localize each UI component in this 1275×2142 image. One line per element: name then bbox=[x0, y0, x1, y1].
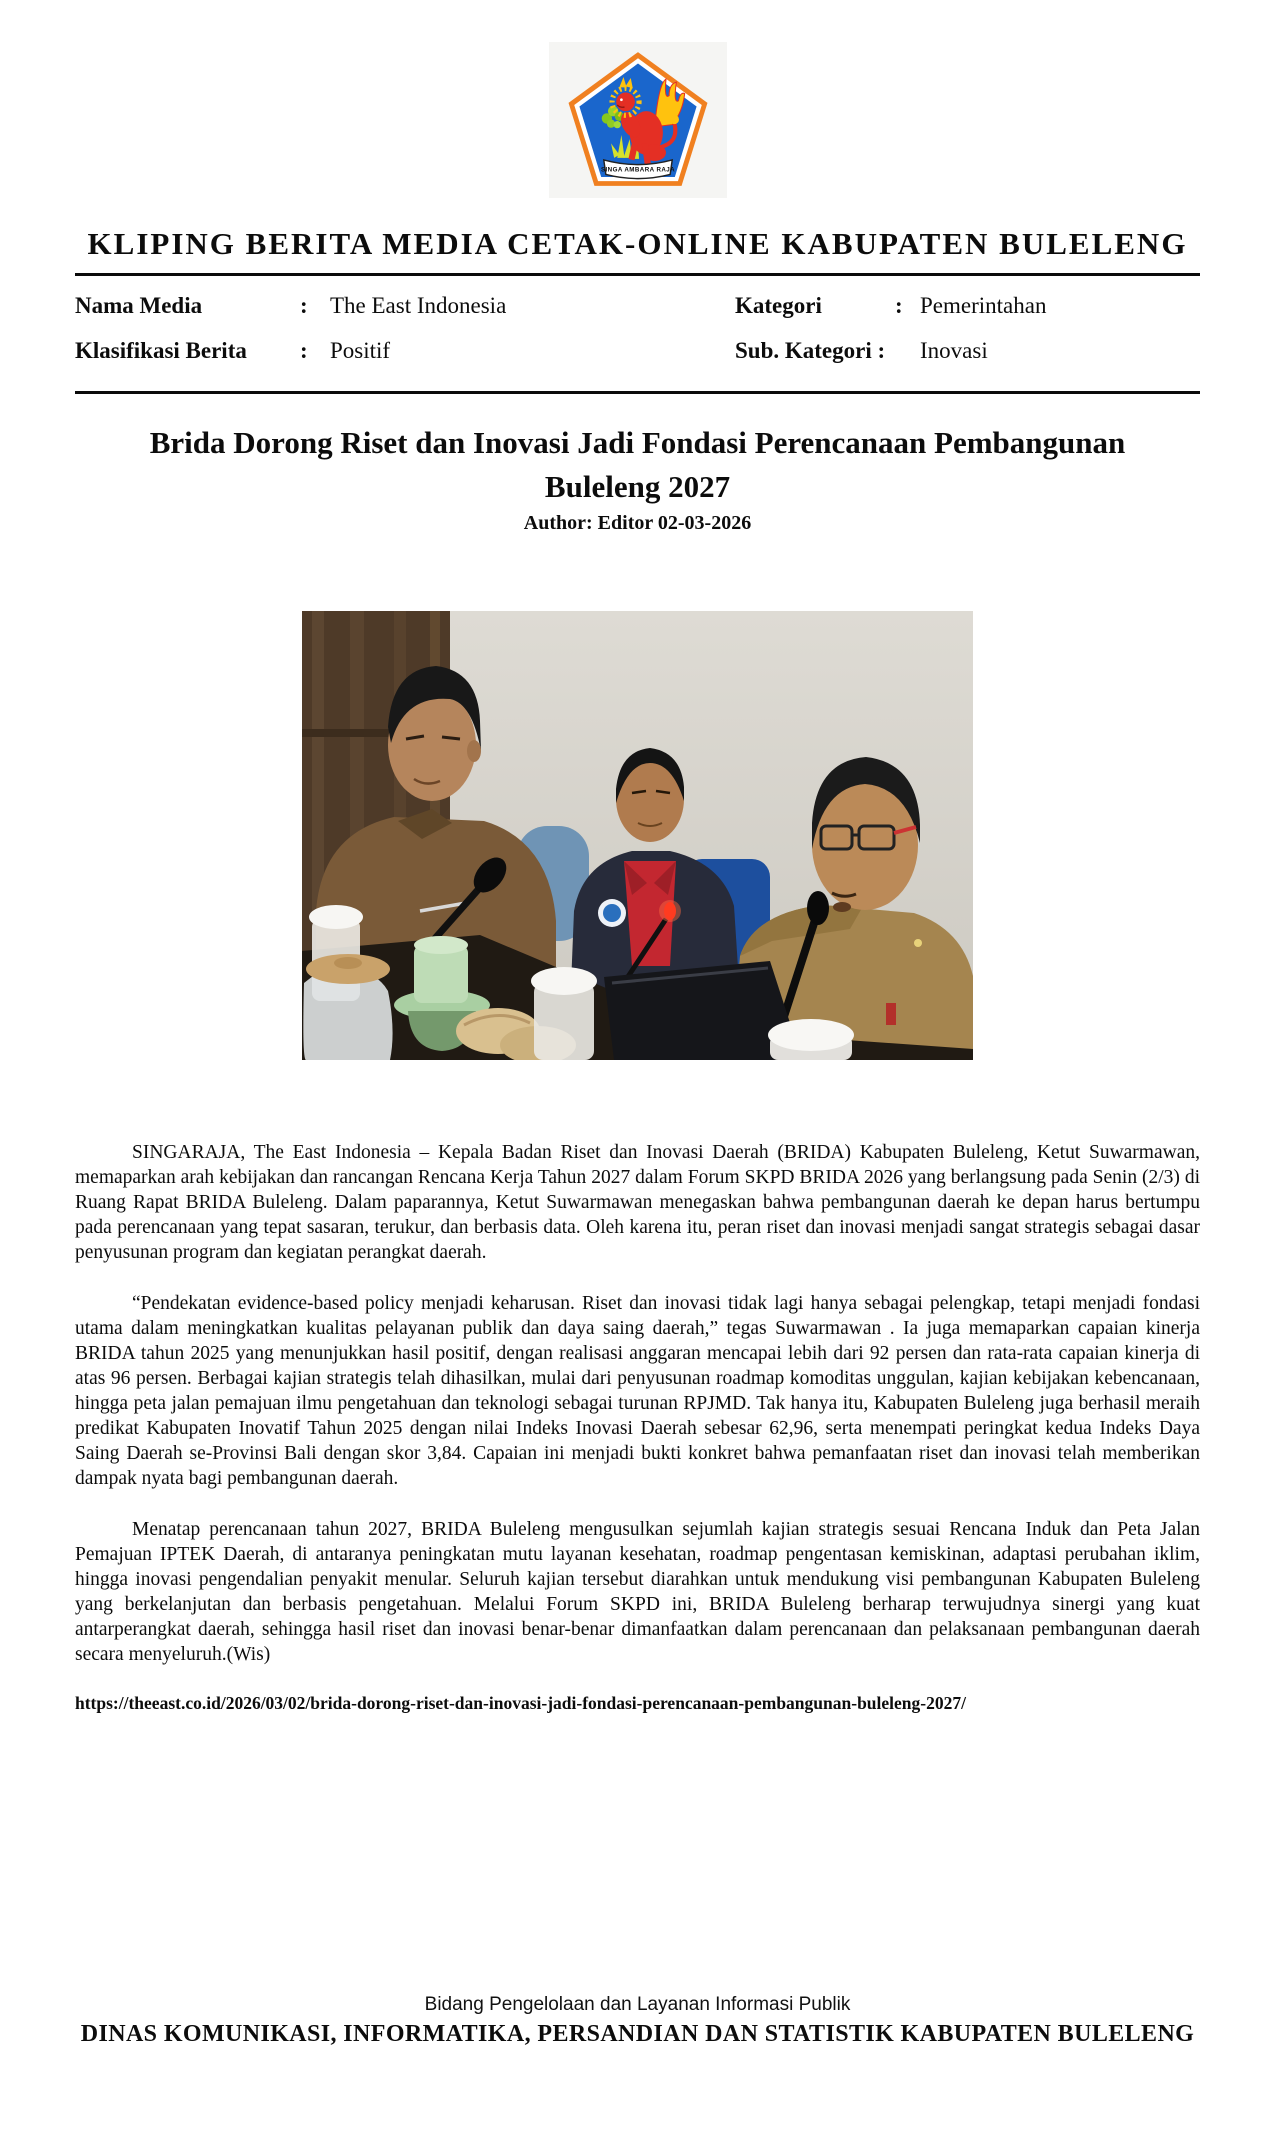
kliping-page bbox=[0, 42, 1275, 2142]
paragraph-1: SINGARAJA, The East Indonesia – Kepala Badan Riset dan Inovasi Daerah (BRIDA) Kabupaten Buleleng, Ketut Suwarmawan, memaparkan arah kebijakan dan rancangan Rencana Kerja Tahun 2027 dalam Forum SKPD BRIDA 2026 yang berlangsung pada Senin (2/3) di Ruang Rapat BRIDA Buleleng. Dalam paparannya, Ketut Suwarmawan menegaskan bahwa pembangunan daerah ke depan harus bertumpu pada perencanaan yang tepat sasaran, terukur, dan berbasis data. Oleh karena itu, peran riset dan inovasi menjadi sangat strategis sebagai dasar penyusunan program dan kegiatan perangkat daerah. bbox=[75, 1142, 1200, 1264]
colon: : bbox=[895, 293, 903, 318]
sub-kategori-label: Sub. Kategori : bbox=[735, 338, 886, 363]
page-footer bbox=[0, 1994, 1275, 2048]
crest-banner-text: SINGA AMBARA RAJA bbox=[600, 166, 675, 174]
article-body bbox=[75, 1140, 1200, 1667]
nama-media-value: The East Indonesia bbox=[330, 293, 507, 318]
article-author: Author: Editor 02-03-2026 bbox=[523, 512, 752, 535]
photo-glass-lidded-2 bbox=[531, 967, 597, 1060]
photo-water-jar bbox=[303, 954, 392, 1060]
meta-row-1 bbox=[75, 289, 1200, 334]
article-title: Brida Dorong Riset dan Inovasi Jadi Fondasi Perencanaan Pembangunan Buleleng 2027 bbox=[149, 425, 1126, 505]
article-photo bbox=[302, 611, 973, 1060]
colon: : bbox=[300, 338, 308, 363]
klasifikasi-value: Positif bbox=[330, 338, 391, 363]
paragraph-2: “Pendekatan evidence-based policy menjadi keharusan. Riset dan inovasi tidak lagi hanya sebagai pelengkap, tetapi menjadi fondasi utama dalam meningkatkan kualitas pelayanan publik dan daya saing daerah,” tegas Suwarmawan . Ia juga memaparkan capaian kinerja BRIDA tahun 2025 yang menunjukkan hasil positif, dengan realisasi anggaran mencapai lebih dari 92 persen dan rata-rata capaian kinerja di atas 96 persen. Berbagai kajian strategis telah dihasilkan, mulai dari penyusunan roadmap komoditas unggulan, kajian kebijakan kebencanaan, hingga peta jalan pemajuan ilmu pengetahuan dan teknologi sebagai turunan RPJMD. Tak hanya itu, Kabupaten Buleleng juga berhasil meraih predikat Kabupaten Inovatif Tahun 2025 dengan nilai Indeks Inovasi Daerah sebesar 62,96, serta menempati peringkat kedua Indeks Daya Saing Daerah se-Provinsi Bali dengan skor 3,84. Capaian ini menjadi bukti konkret bahwa pemanfaatan riset dan inovasi telah memberikan dampak nyata bagi pembangunan daerah. bbox=[75, 1293, 1200, 1490]
paragraph-3: Menatap perencanaan tahun 2027, BRIDA Buleleng mengusulkan sejumlah kajian strategis sesuai Rencana Induk dan Peta Jalan Pemajuan IPTEK Daerah, di antaranya peningkatan mutu layanan kesehatan, roadmap pengentasan kemiskinan, adaptasi perubahan iklim, hingga inovasi pengendalian penyakit menular. Seluruh kajian tersebut diarahkan untuk mendukung visi pembangunan Kabupaten Buleleng yang berkelanjutan dan berbasis pengetahuan. Melalui Forum SKPD ini, BRIDA Buleleng berharap terwujudnya sinergi yang kuat antarperangkat daerah, sehingga hasil riset dan inovasi benar-benar dimanfaatkan dalam perencanaan dan pelaksanaan pembangunan daerah secara menyeluruh.(Wis) bbox=[75, 1519, 1200, 1666]
footer-division: Bidang Pengelolaan dan Layanan Informasi Publik bbox=[424, 1994, 851, 2015]
footer-agency: DINAS KOMUNIKASI, INFORMATIKA, PERSANDIAN DAN STATISTIK KABUPATEN BULELENG bbox=[80, 2021, 1195, 2047]
meta-table bbox=[75, 276, 1200, 391]
kategori-value: Pemerintahan bbox=[920, 293, 1047, 318]
page-title: KLIPING BERITA MEDIA CETAK-ONLINE KABUPATEN BULELENG bbox=[87, 226, 1188, 261]
logo-container bbox=[549, 42, 727, 198]
sub-kategori-value: Inovasi bbox=[920, 338, 988, 363]
buleleng-crest-logo bbox=[565, 50, 711, 190]
meta-row-2 bbox=[75, 334, 1200, 379]
kategori-label: Kategori bbox=[735, 293, 822, 318]
colon: : bbox=[300, 293, 308, 318]
divider-meta-bottom bbox=[75, 391, 1200, 394]
klasifikasi-label: Klasifikasi Berita bbox=[75, 338, 247, 363]
nama-media-label: Nama Media bbox=[75, 293, 203, 318]
photo-glass-lidded-3 bbox=[768, 1019, 854, 1060]
source-url-link[interactable]: https://theeast.co.id/2026/03/02/brida-dorong-riset-dan-inovasi-jadi-fondasi-perencanaan-pembangunan-buleleng-2027/ bbox=[75, 1693, 966, 1714]
